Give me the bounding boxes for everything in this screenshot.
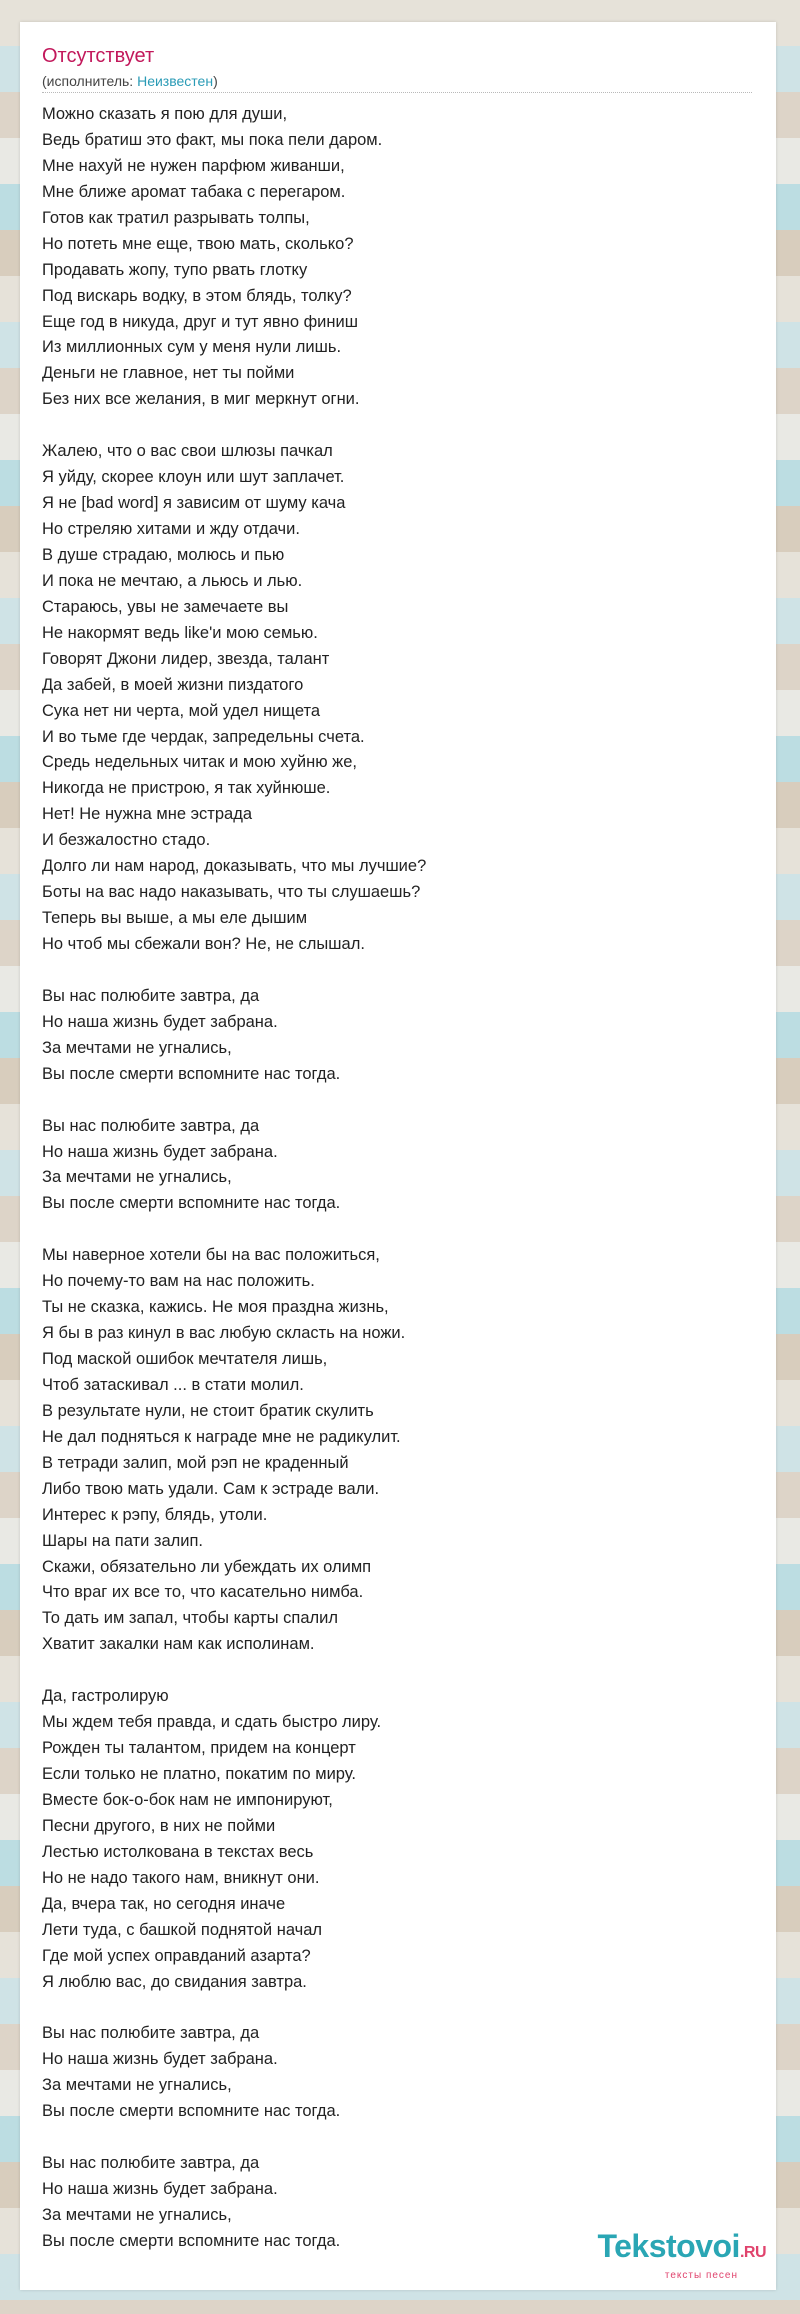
lyric-blank-line: [42, 413, 742, 439]
lyric-line: Никогда не пристрою, я так хуйнюше.: [42, 779, 331, 798]
lyric-line: Если только не платно, покатим по миру.: [42, 1765, 356, 1783]
lyric-line: Не накормят ведь like'и мою семью.: [42, 623, 318, 642]
lyric-line: Нет! Не нужна мне эстрада: [42, 805, 253, 824]
lyric-blank-line: [42, 1088, 742, 1114]
lyric-line: Рожден ты талантом, придем на концерт: [42, 1739, 356, 1758]
lyric-line: Долго ли нам народ, доказывать, что мы лучшие?: [42, 857, 427, 876]
lyric-blank-line: [42, 1217, 742, 1243]
lyric-line: Но стреляю хитами и жду отдачи.: [42, 520, 300, 538]
lyric-blank-line: [42, 958, 742, 984]
lyric-line: За мечтами не угнались,: [42, 1168, 232, 1187]
lyric-line: Я не [bad word] я зависим от шуму кача: [42, 494, 346, 513]
lyric-line: Ведь братиш это факт, мы пока пели даром.: [42, 130, 383, 149]
lyric-line: Но наша жизнь будет забрана.: [42, 1012, 278, 1031]
lyric-line: За мечтами не угнались,: [42, 1038, 232, 1057]
lyric-line: Можно сказать я пою для души,: [42, 105, 288, 123]
lyric-line: Еще год в никуда, друг и тут явно финиш: [42, 312, 358, 331]
lyric-line: Говорят Джони лидер, звезда, талант: [42, 649, 330, 668]
lyric-line: Ты не сказка, кажись. Не моя праздна жизнь,: [42, 1298, 389, 1317]
artist-prefix: (исполнитель:: [42, 73, 138, 89]
lyric-line: Но не надо такого нам, вникнут они.: [42, 1868, 320, 1887]
lyric-line: Мы ждем тебя правда, и сдать быстро лиру.: [42, 1713, 382, 1732]
lyric-line: Вы нас полюбите завтра, да: [42, 1116, 260, 1135]
lyric-line: Скажи, обязательно ли убеждать их олимп: [42, 1557, 372, 1576]
lyric-blank-line: [42, 1658, 742, 1684]
lyric-line: Да, гастролирую: [42, 1687, 169, 1706]
lyric-line: Под маской ошибок мечтателя лишь,: [42, 1350, 328, 1368]
lyric-line: Хватит закалки нам как исполинам.: [42, 1635, 315, 1654]
lyric-line: Без них все желания, в миг меркнут огни.: [42, 390, 360, 409]
lyric-line: Я бы в раз кинул в вас любую скласть на ножи.: [42, 1324, 406, 1343]
lyric-line: Деньги не главное, нет ты пойми: [42, 364, 295, 383]
lyric-line: Мы наверное хотели бы на вас положиться,: [42, 1246, 380, 1265]
lyrics-text: [42, 102, 742, 2255]
lyric-line: Я люблю вас, до свидания завтра.: [42, 1972, 307, 1991]
lyric-line: Да, вчера так, но сегодня иначе: [42, 1894, 286, 1913]
lyric-line: В тетради залип, мой рэп не краденный: [42, 1453, 349, 1472]
song-subtitle: [42, 72, 218, 90]
lyric-line: Да забей, в моей жизни пиздатого: [42, 675, 304, 694]
lyric-line: И пока не мечтаю, а льюсь и лью.: [42, 571, 303, 590]
lyric-line: Мне ближе аромат табака с перегаром.: [42, 182, 346, 201]
lyric-line: Сука нет ни черта, мой удел нищета: [42, 701, 320, 720]
lyric-line: Вы нас полюбите завтра, да: [42, 2024, 260, 2043]
lyric-line: Продавать жопу, тупо рвать глотку: [42, 260, 308, 279]
lyric-line: Но почему-то вам на нас положить.: [42, 1272, 315, 1291]
lyric-line: Из миллионных сум у меня нули лишь.: [42, 338, 342, 357]
lyric-line: За мечтами не угнались,: [42, 2076, 232, 2095]
lyric-line: Готов как тратил разрывать толпы,: [42, 208, 310, 227]
lyric-line: Вместе бок-о-бок нам не импонируют,: [42, 1790, 333, 1809]
lyric-line: Я уйду, скорее клоун или шут заплачет.: [42, 468, 345, 487]
lyric-line: Жалею, что о вас свои шлюзы пачкал: [42, 442, 333, 461]
lyric-line: Но наша жизнь будет забрана.: [42, 2050, 278, 2069]
lyric-line: И во тьме где чердак, запредельны счета.: [42, 727, 365, 746]
lyric-line: Теперь вы выше, а мы еле дышим: [42, 909, 308, 928]
title-divider: [42, 92, 752, 93]
lyric-line: Вы после смерти вспомните нас тогда.: [42, 2102, 341, 2121]
lyric-line: В душе страдаю, молюсь и пью: [42, 545, 285, 564]
artist-link[interactable]: Неизвестен: [137, 73, 214, 89]
lyric-line: Но наша жизнь будет забрана.: [42, 2180, 278, 2198]
lyric-line: И безжалостно стадо.: [42, 831, 211, 850]
lyric-line: Не дал подняться к награде мне не радикулит.: [42, 1427, 401, 1446]
lyric-line: Лестью истолкована в текстах весь: [42, 1842, 314, 1861]
lyric-line: Вы нас полюбите завтра, да: [42, 986, 260, 1005]
lyric-line: Интерес к рэпу, блядь, утоли.: [42, 1505, 268, 1524]
lyric-line: Где мой успех оправданий азарта?: [42, 1946, 311, 1965]
lyric-line: Но наша жизнь будет забрана.: [42, 1142, 278, 1161]
song-title: Отсутствует: [42, 45, 155, 67]
lyric-line: Боты на вас надо наказывать, что ты слушаешь?: [42, 883, 421, 902]
lyric-line: Но потеть мне еще, твою мать, сколько?: [42, 234, 354, 253]
lyric-line: Средь недельных читак и мою хуйню же,: [42, 753, 357, 772]
lyric-line: В результате нули, не стоит братик скулить: [42, 1401, 374, 1420]
lyric-line: Шары на пати залип.: [42, 1531, 204, 1550]
lyric-line: Лети туда, с башкой поднятой начал: [42, 1920, 323, 1939]
lyric-line: Песни другого, в них не пойми: [42, 1816, 276, 1835]
lyric-line: Что враг их все то, что касательно нимба.: [42, 1583, 364, 1602]
lyric-line: Чтоб затаскивал ... в стати молил.: [42, 1375, 304, 1394]
lyric-line: Стараюсь, увы не замечаете вы: [42, 597, 289, 616]
lyric-line: Мне нахуй не нужен парфюм живанши,: [42, 156, 345, 175]
lyric-blank-line: [42, 2125, 742, 2151]
lyric-line: Либо твою мать удали. Сам к эстраде вали.: [42, 1479, 380, 1498]
lyric-line: Вы после смерти вспомните нас тогда.: [42, 1064, 341, 1083]
lyric-line: Но чтоб мы сбежали вон? Не, не слышал.: [42, 935, 365, 953]
logo-tld: .RU: [739, 2244, 766, 2261]
lyric-line: За мечтами не угнались,: [42, 2205, 232, 2224]
lyric-line: Под вискарь водку, в этом блядь, толку?: [42, 286, 352, 305]
lyric-line: Вы после смерти вспомните нас тогда.: [42, 2231, 341, 2250]
lyric-line: То дать им запал, чтобы карты спалил: [42, 1609, 338, 1628]
lyric-line: Вы после смерти вспомните нас тогда.: [42, 1194, 341, 1213]
site-logo[interactable]: [597, 2229, 766, 2282]
lyrics-card: [20, 22, 776, 2290]
logo-main-text: Tekstovoi: [597, 2228, 740, 2264]
lyric-blank-line: [42, 1995, 742, 2021]
lyric-line: Вы нас полюбите завтра, да: [42, 2154, 260, 2173]
artist-suffix: ): [213, 73, 218, 89]
logo-subtitle: тексты песен: [664, 2270, 738, 2281]
